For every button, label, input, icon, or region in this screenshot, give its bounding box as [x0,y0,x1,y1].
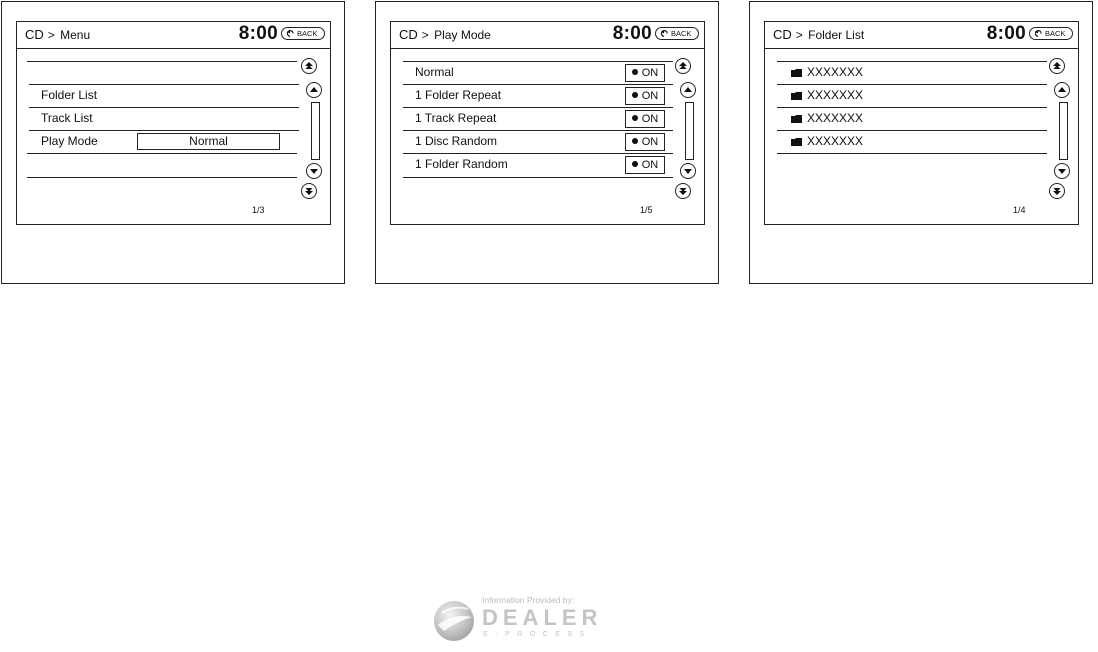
scroll-top-button[interactable] [675,58,691,74]
breadcrumb-page: Folder List [808,28,865,42]
folder-icon [791,138,802,146]
play-mode-option-folder-random[interactable] [403,153,673,178]
menu-item-label: Play Mode [41,134,98,148]
on-indicator[interactable] [625,156,665,174]
breadcrumb [25,27,90,42]
down-arrow-icon [683,166,693,176]
option-label: 1 Disc Random [415,134,498,148]
breadcrumb-separator: > [47,28,55,42]
on-label: ON [641,113,659,125]
scroll-down-button[interactable] [1054,163,1070,179]
option-label: Normal [415,65,454,79]
menu-item-track-list[interactable] [29,107,299,130]
on-indicator[interactable] [625,64,665,82]
display-screen [390,21,705,225]
list-item [777,153,1047,178]
scroll-up-button[interactable] [1054,82,1070,98]
breadcrumb-separator: > [421,28,429,42]
breadcrumb-source[interactable]: CD [25,27,44,42]
figure-panel-menu [1,1,345,284]
scrollbar[interactable] [685,102,694,160]
option-label: 1 Folder Random [415,157,508,171]
figure-panel-folder-list [749,1,1093,284]
folder-item[interactable] [777,107,1047,130]
folder-icon [791,92,802,100]
back-button[interactable] [1029,27,1073,40]
folder-item[interactable] [777,84,1047,107]
list-item [27,153,297,178]
up-arrow-icon [1057,85,1067,95]
logo-graphic [432,591,632,647]
folder-name: XXXXXXX [807,65,864,79]
radio-dot-icon [632,161,638,167]
up-arrow-icon [683,85,693,95]
radio-dot-icon [632,115,638,121]
display-screen [764,21,1079,225]
scroll-down-button[interactable] [680,163,696,179]
back-label: BACK [671,29,692,38]
double-down-arrow-icon [678,186,688,196]
scroll-bottom-button[interactable] [675,183,691,199]
scroll-bottom-button[interactable] [1049,183,1065,199]
folder-item[interactable] [777,61,1047,84]
menu-item-label: Folder List [41,88,98,102]
back-button[interactable] [281,27,325,40]
clock: 8:00 [612,23,652,44]
scroll-up-button[interactable] [680,82,696,98]
back-label: BACK [297,29,318,38]
breadcrumb-page: Menu [60,28,91,42]
breadcrumb [773,27,864,42]
on-label: ON [641,159,659,171]
clock: 8:00 [238,23,278,44]
radio-dot-icon [632,69,638,75]
play-mode-option-track-repeat[interactable] [403,107,673,130]
back-button[interactable] [655,27,699,40]
logo-brand: DEALER [482,605,603,630]
page-indicator: 1/5 [640,205,653,215]
menu-item-label: Track List [41,111,93,125]
play-mode-option-disc-random[interactable] [403,130,673,153]
scroll-bottom-button[interactable] [301,183,317,199]
breadcrumb [399,27,491,42]
double-down-arrow-icon [304,186,314,196]
scroll-top-button[interactable] [1049,58,1065,74]
on-indicator[interactable] [625,133,665,151]
dealer-eprocess-logo [432,591,632,647]
scroll-top-button[interactable] [301,58,317,74]
page-indicator: 1/3 [252,205,265,215]
logo-tagline: E-PROCESS [483,631,592,638]
scrollbar[interactable] [1059,102,1068,160]
on-indicator[interactable] [625,110,665,128]
header-bar [17,22,330,49]
folder-name: XXXXXXX [807,88,864,102]
back-arrow-icon [660,29,669,38]
radio-dot-icon [632,92,638,98]
folder-name: XXXXXXX [807,134,864,148]
on-label: ON [641,136,659,148]
double-up-arrow-icon [304,61,314,71]
breadcrumb-page: Play Mode [434,28,491,42]
logo-caption: Information Provided by: [482,595,575,605]
down-arrow-icon [309,166,319,176]
up-arrow-icon [309,85,319,95]
double-up-arrow-icon [678,61,688,71]
figure-panel-play-mode [375,1,719,284]
header-bar [391,22,704,49]
scrollbar[interactable] [311,102,320,160]
back-arrow-icon [286,29,295,38]
option-label: 1 Track Repeat [415,111,497,125]
breadcrumb-separator: > [795,28,803,42]
play-mode-option-folder-repeat[interactable] [403,84,673,107]
back-arrow-icon [1034,29,1043,38]
folder-item[interactable] [777,130,1047,153]
on-label: ON [641,67,659,79]
clock: 8:00 [986,23,1026,44]
menu-item-folder-list[interactable] [29,84,299,107]
header-bar [765,22,1078,49]
page-indicator: 1/4 [1013,205,1026,215]
down-arrow-icon [1057,166,1067,176]
option-label: 1 Folder Repeat [415,88,502,102]
scroll-down-button[interactable] [306,163,322,179]
radio-dot-icon [632,138,638,144]
breadcrumb-source[interactable]: CD [773,27,792,42]
menu-item-play-mode[interactable] [29,130,299,153]
folder-icon [791,69,802,77]
display-screen [16,21,331,225]
scroll-up-button[interactable] [306,82,322,98]
on-label: ON [641,90,659,102]
breadcrumb-source[interactable]: CD [399,27,418,42]
double-down-arrow-icon [1052,186,1062,196]
play-mode-value: Normal [137,133,280,150]
folder-icon [791,115,802,123]
on-indicator[interactable] [625,87,665,105]
back-label: BACK [1045,29,1066,38]
list-item [27,61,297,84]
folder-name: XXXXXXX [807,111,864,125]
play-mode-option-normal[interactable] [403,61,673,84]
double-up-arrow-icon [1052,61,1062,71]
